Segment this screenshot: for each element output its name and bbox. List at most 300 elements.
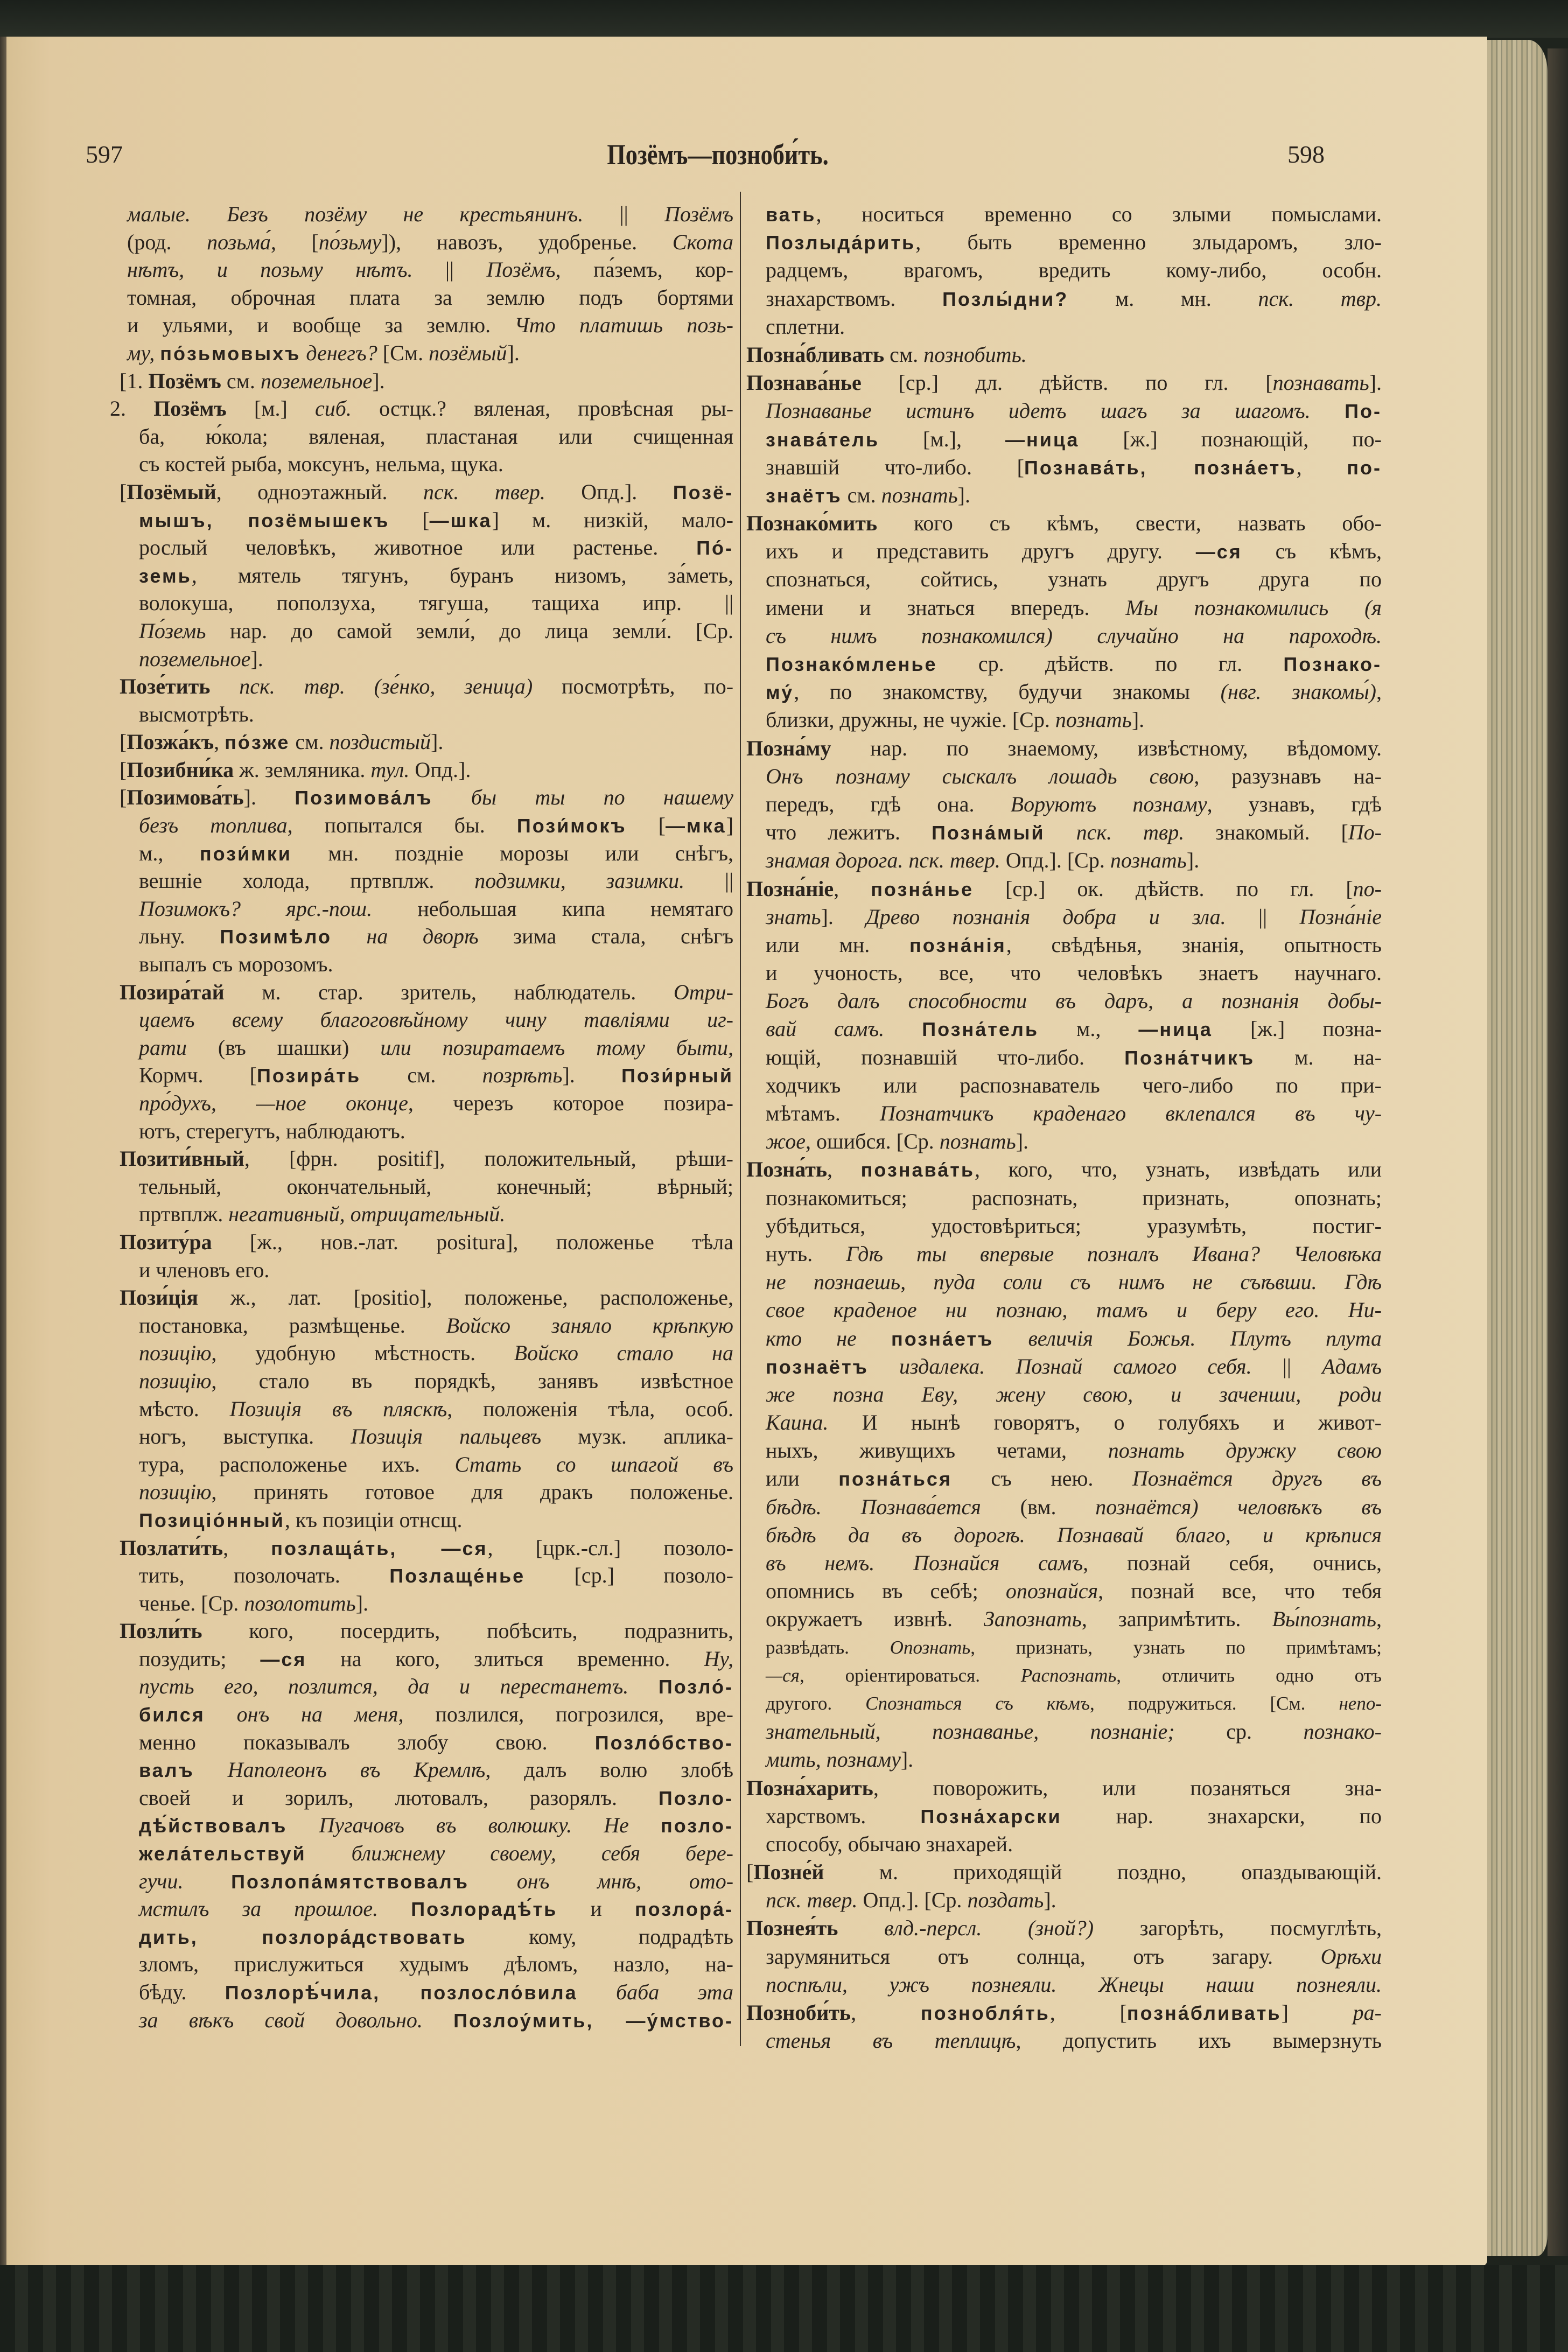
definition-text: , допустить ихъ вымерзнуть: [1016, 2028, 1382, 2053]
dictionary-line: [746, 228, 1382, 256]
italic-example: поземельное: [139, 646, 251, 671]
definition-text: имени и знаться впередъ.: [766, 595, 1126, 620]
italic-example: или позиратаемъ тому быти,: [380, 1035, 733, 1060]
dictionary-line: [746, 1044, 1382, 1072]
derived-headword: по́зже: [225, 731, 290, 754]
definition-text: , положенія тѣла, особ.: [447, 1396, 733, 1421]
italic-example: Отри-: [673, 979, 733, 1004]
definition-text: нар. до самой земли́, до лица земли́. [Ср.: [206, 618, 733, 643]
headword: Позёмъ: [148, 368, 221, 393]
definition-text: съ костей рыба, моксунъ, нельма, щука.: [139, 452, 503, 477]
definition-text: посмотрѣть, по-: [533, 674, 733, 699]
definition-text: волокуша, поползуха, тягуша, тащиха ипр. ||: [139, 591, 733, 615]
derived-headword: позлаща́ть, —ся: [271, 1537, 488, 1559]
definition-text: ||: [412, 257, 487, 282]
italic-example: Войско стало на: [514, 1341, 733, 1366]
dictionary-line: [746, 1886, 1382, 1914]
definition-text: убѣдиться, удостовѣриться; уразумѣть, постиг-: [766, 1213, 1382, 1238]
definition-text: [884, 1017, 922, 1041]
definition-text: ||: [1251, 1354, 1322, 1378]
definition-text: [ж., нов.-лат. positura], положенье тѣла: [212, 1229, 733, 1254]
dictionary-line: [746, 1072, 1382, 1100]
dictionary-line: [120, 783, 733, 811]
dictionary-line: [120, 1590, 733, 1618]
italic-example: познать: [1110, 848, 1187, 873]
derived-headword: позло-: [660, 1815, 733, 1837]
dictionary-line: [120, 506, 733, 534]
derived-headword: му́: [766, 681, 794, 704]
definition-text: знавшій что-либо. [: [766, 454, 1025, 479]
definition-text: , быть временно злыдаромъ, зло-: [915, 230, 1382, 255]
dictionary-line: [120, 1145, 733, 1173]
definition-text: другого.: [766, 1692, 866, 1714]
derived-headword: Пози́мокъ: [516, 815, 627, 837]
dictionary-line: [746, 1549, 1382, 1577]
dictionary-line: [746, 1802, 1382, 1830]
dictionary-line: [120, 867, 733, 895]
derived-headword: Позна́харски: [920, 1805, 1062, 1828]
definition-text: съ кѣмъ,: [1242, 539, 1382, 564]
dictionary-line: [746, 565, 1382, 593]
definition-text: близки, дружны, не чужіе. [Ср.: [766, 708, 1055, 732]
definition-text: съ нею.: [951, 1466, 1132, 1491]
derived-headword: земь: [139, 564, 192, 587]
definition-text: , [: [1049, 2000, 1127, 2025]
derived-headword: Познако-: [1283, 653, 1382, 675]
definition-text: ба, ю́кола; вяленая, пластаная или счищенная: [139, 424, 733, 449]
italic-example: на дворѣ: [366, 924, 479, 949]
definition-text: знахарствомъ.: [766, 286, 943, 311]
dictionary-line: [120, 673, 733, 701]
derived-headword: Позиціо́нный: [139, 1509, 285, 1531]
dictionary-line: [746, 762, 1382, 790]
definition-text: окружаетъ извнѣ.: [766, 1607, 984, 1632]
definition-text: радцемъ, врагомъ, вредить кому-либо, особн.: [766, 258, 1382, 283]
italic-example: позьма́: [207, 229, 271, 254]
definition-text: ,: [223, 1535, 271, 1560]
italic-example: стенья въ теплицѣ: [766, 2028, 1016, 2053]
italic-example: опознайся: [1005, 1579, 1098, 1604]
headword: Позити́вный: [120, 1146, 244, 1171]
derived-headword: —ся: [1195, 541, 1242, 563]
definition-text: ходчикъ или распознаватель чего-либо по при-: [766, 1073, 1382, 1097]
italic-example: онъ на меня: [236, 1702, 398, 1727]
dictionary-line: [110, 395, 733, 423]
italic-example: позолотить: [244, 1591, 356, 1615]
definition-text: Кормч. [: [139, 1063, 257, 1088]
definition-text: кому, подрадѣть: [466, 1924, 733, 1949]
dictionary-line: [746, 706, 1382, 734]
dictionary-line: [746, 1999, 1382, 2027]
dictionary-line: [120, 1506, 733, 1534]
dictionary-line: [120, 200, 733, 228]
derived-headword: —ся: [260, 1648, 307, 1670]
dictionary-line: [120, 1200, 733, 1228]
italic-example: рати: [139, 1035, 187, 1060]
italic-example: безъ топлива: [139, 813, 288, 838]
definition-text: , удобную мѣстность.: [211, 1341, 514, 1366]
dictionary-line: [120, 1089, 733, 1117]
definition-text: м. мн.: [1068, 286, 1258, 311]
dictionary-line: [120, 562, 733, 590]
definition-text: ||: [583, 202, 664, 226]
dictionary-line: [120, 2006, 733, 2034]
italic-example: поспѣли, ужъ познеяли. Жнецы наши познеяли.: [766, 1972, 1382, 1997]
definition-text: , отличить одно отъ: [1116, 1664, 1382, 1686]
dictionary-line: [746, 481, 1382, 509]
derived-headword: Позлопа́мятствовалъ: [231, 1870, 470, 1893]
definition-text: [332, 924, 367, 948]
dictionary-line: [746, 1521, 1382, 1549]
definition-text: , по знакомству, будучи знакомы: [794, 680, 1221, 704]
definition-text: И нынѣ говорятъ, о голубяхъ и живот-: [828, 1410, 1382, 1435]
definition-text: ].: [507, 340, 520, 365]
dictionary-line: [120, 1645, 733, 1673]
dictionary-line: [746, 622, 1382, 650]
italic-example: Познаётся другъ въ: [1132, 1466, 1382, 1491]
dictionary-line: [120, 645, 733, 673]
dictionary-line: [746, 1662, 1382, 1690]
derived-headword: Позло-: [658, 1787, 733, 1809]
italic-example: Позёмъ: [664, 202, 733, 226]
derived-headword: позлора́-: [634, 1898, 733, 1921]
definition-text: [: [389, 507, 430, 532]
dictionary-line: [120, 1034, 733, 1062]
dictionary-line: [746, 1100, 1382, 1128]
italic-example: про́духъ, —ное оконце: [139, 1091, 408, 1115]
italic-example: цаемъ всему благоговѣйному чину тавліями иг-: [139, 1007, 733, 1032]
dictionary-line: [746, 425, 1382, 453]
definition-text: ||: [684, 869, 733, 893]
definition-text: музк. аплика-: [541, 1424, 733, 1449]
definition-text: ющій, познавшій что-либо.: [766, 1045, 1125, 1069]
definition-text: [: [120, 479, 127, 504]
dictionary-line: [746, 1353, 1382, 1381]
dictionary-line: [746, 678, 1382, 706]
italic-example: познаётся) человѣкъ въ: [1095, 1494, 1382, 1519]
italic-example: жое: [766, 1129, 806, 1154]
dictionary-line: [746, 1325, 1382, 1353]
headword: Позне́й: [753, 1860, 824, 1885]
derived-headword: Познава́ть, позна́етъ: [1024, 456, 1297, 479]
definition-text: , подружиться. [См.: [1090, 1692, 1339, 1714]
italic-example: онъ мнѣ, ото-: [516, 1868, 733, 1893]
definition-text: ныхъ, живущихъ четами,: [766, 1438, 1108, 1463]
italic-example: бѣдѣ да въ дорогѣ. Познавай благо, и крѣпися: [766, 1522, 1382, 1547]
dictionary-line: [120, 1173, 733, 1201]
definition-text: , запримѣтить.: [1081, 1607, 1272, 1632]
definition-text: , познай все, что тебя: [1098, 1579, 1382, 1604]
italic-example: Орѣхи: [1320, 1944, 1382, 1969]
dictionary-line: [120, 701, 733, 729]
dictionary-line: [120, 534, 733, 562]
dictionary-line: [120, 367, 733, 395]
dictionary-line: [746, 200, 1382, 228]
definition-text: небольшая кипа немятаго: [372, 896, 733, 921]
dictionary-line: [746, 959, 1382, 987]
page-number-right: 598: [1287, 141, 1325, 168]
italic-example: подзимки, зазимки.: [474, 869, 685, 893]
definition-text: мн. поздніе морозы или снѣгъ,: [291, 841, 733, 865]
headword: Позира́тай: [120, 979, 225, 1004]
definition-text: зима стала, снѣгъ: [478, 924, 733, 949]
derived-headword: Позна́тчикъ: [1124, 1046, 1255, 1069]
dictionary-line: [120, 1284, 733, 1312]
definition-text: опомнись въ себѣ;: [766, 1579, 1006, 1604]
definition-text: ].: [1369, 370, 1382, 395]
definition-text: [423, 2008, 453, 2032]
italic-example: Древо познанія добра и зла.: [866, 904, 1226, 929]
definition-text: м.,: [139, 841, 200, 865]
italic-example: издалека. Познай самого себя.: [899, 1354, 1252, 1378]
background-bottom: [0, 2265, 1568, 2352]
definition-text: ихъ и представить другъ другу.: [766, 539, 1196, 564]
italic-example: По́земь: [139, 618, 206, 643]
headword: Позна́бливать: [746, 342, 885, 367]
dictionary-line: [746, 1465, 1382, 1493]
italic-example: негативный, отрицательный.: [228, 1202, 506, 1227]
definition-text: [ж.] познающій, по-: [1079, 426, 1382, 451]
dictionary-line: [120, 284, 733, 312]
definition-text: , позлился, погрозился, вре-: [398, 1702, 733, 1727]
definition-text: [: [746, 1860, 754, 1885]
dictionary-line: [746, 650, 1382, 678]
derived-headword: Позимѣло: [220, 926, 332, 948]
italic-example: нѣтъ, и позьму нѣтъ.: [127, 257, 413, 282]
definition-text: [м.],: [879, 426, 1005, 451]
definition-text: зломъ, прислужиться худымъ дѣломъ, назло, на-: [139, 1952, 733, 1977]
definition-text: ]: [1281, 2000, 1353, 2025]
dictionary-line: [746, 818, 1382, 846]
dictionary-line: [120, 811, 733, 839]
definition-text: на кого, злиться временно.: [306, 1646, 704, 1671]
definition-text: и ульями, и вообще за землю.: [127, 313, 515, 338]
derived-headword: дѣ́йствовалъ: [139, 1815, 288, 1837]
italic-example: Скота: [672, 229, 733, 254]
definition-text: рослый человѣкъ, животное или растенье.: [139, 535, 697, 560]
dictionary-line: [120, 450, 733, 478]
definition-text: высмотрѣть.: [139, 702, 254, 726]
dictionary-line: [746, 987, 1382, 1015]
italic-example: Гдѣ ты впервые позналъ Ивана? Человѣка: [846, 1241, 1382, 1266]
book-spine-edge: [0, 37, 6, 2266]
italic-example: по́зьму: [318, 229, 382, 254]
italic-example: позицію: [139, 1368, 212, 1393]
headword: Позна́му: [746, 736, 831, 760]
dictionary-line: [120, 1811, 733, 1839]
dictionary-line: [746, 341, 1382, 369]
dictionary-line: [746, 453, 1382, 481]
derived-headword: познава́ть: [860, 1159, 975, 1181]
italic-example: Познаванье истинъ идетъ шагъ за шагомъ.: [766, 398, 1311, 423]
definition-text: [См.: [377, 340, 429, 365]
definition-text: ногъ, выступка.: [139, 1424, 351, 1449]
definition-text: [: [120, 757, 127, 782]
derived-headword: позна́нье: [871, 878, 974, 900]
dictionary-line: [746, 1971, 1382, 1999]
definition-text: ].: [1131, 708, 1145, 732]
dictionary-line: [120, 1700, 733, 1728]
definition-text: ||: [1226, 904, 1300, 929]
definition-text: ср.: [1174, 1719, 1304, 1744]
dictionary-line: [120, 1672, 733, 1700]
definition-text: [210, 674, 239, 698]
dictionary-line: [746, 594, 1382, 622]
definition-text: см.: [361, 1063, 482, 1088]
definition-text: ,: [1376, 1607, 1382, 1632]
dictionary-line: [746, 1746, 1382, 1774]
definition-text: , свѣдѣнья, знанія, опытность: [1006, 932, 1382, 957]
definition-text: [: [120, 785, 127, 810]
definition-text: томная, оброчная плата за землю подъ бортями: [127, 285, 733, 310]
italic-example: Позиція пальцевъ: [351, 1424, 542, 1449]
italic-example: Богъ далъ способности въ даръ, а познанія добы-: [766, 989, 1382, 1013]
italic-example: влд.-персл. (зной?): [884, 1916, 1094, 1941]
definition-text: мѣсто.: [139, 1396, 230, 1421]
italic-example: Познатчикъ краденаго вклепался въ чу-: [880, 1101, 1382, 1125]
definition-text: ].: [562, 1063, 621, 1088]
dictionary-line: [120, 1839, 733, 1867]
headword: Пози́ція: [120, 1285, 199, 1310]
derived-headword: Позимова́лъ: [295, 787, 433, 809]
dictionary-line: [746, 1577, 1382, 1605]
dictionary-line: [746, 1212, 1382, 1240]
definition-text: , признать, узнать по примѣтамъ;: [970, 1636, 1382, 1658]
derived-headword: познаётъ: [766, 1355, 869, 1378]
definition-text: ]: [726, 813, 733, 838]
derived-headword: —ница: [1005, 428, 1080, 451]
italic-example: знать: [766, 904, 821, 929]
headword: Позе́тить: [120, 674, 211, 699]
italic-example: сиб.: [315, 396, 352, 421]
italic-example: позрѣть: [482, 1063, 563, 1088]
definition-text: нар. знахарски, по: [1061, 1803, 1382, 1828]
italic-example: познобить.: [923, 342, 1027, 367]
italic-example: Онъ познаму сыскалъ лошадь свою: [766, 764, 1194, 788]
dictionary-line: [746, 1858, 1382, 1886]
definition-text: тура, расположенье ихъ.: [139, 1452, 455, 1476]
definition-text: [869, 1354, 899, 1378]
dictionary-line: [120, 1423, 733, 1451]
definition-text: [205, 1702, 237, 1726]
headword: Позибни́ка: [127, 757, 234, 782]
definition-text: [838, 1916, 884, 1940]
definition-text: и членовъ его.: [139, 1257, 270, 1282]
derived-headword: По-: [1345, 400, 1382, 423]
definition-text: , мятель тягунъ, буранъ низомъ, за́меть,: [191, 563, 733, 587]
italic-example: позицію: [139, 1341, 212, 1366]
definition-text: , [црк.-сл.] позоло-: [487, 1535, 733, 1560]
definition-text: см.: [884, 342, 924, 367]
italic-example: познать дружку свою: [1108, 1438, 1382, 1463]
definition-text: ].: [1044, 1888, 1056, 1913]
italic-example: —ся: [766, 1664, 800, 1686]
derived-headword: познобля́ть: [920, 2002, 1050, 2024]
definition-text: [578, 1980, 616, 2004]
definition-text: познакомиться; распознать, признать, опознать;: [766, 1185, 1382, 1210]
definition-text: , попытался бы.: [287, 813, 517, 838]
italic-example: познать: [881, 482, 958, 507]
definition-text: ].: [1186, 848, 1200, 873]
definition-text: передъ, гдѣ она.: [766, 792, 1011, 816]
dictionary-line: [746, 790, 1382, 818]
definition-text: [ср.] ок. дѣйств. по гл. [: [974, 876, 1353, 901]
dictionary-line: [120, 617, 733, 645]
dictionary-line: [120, 339, 733, 367]
dictionary-line: [746, 1493, 1382, 1521]
dictionary-line: [746, 846, 1382, 874]
dictionary-line: [120, 728, 733, 756]
dictionary-line: [746, 256, 1382, 284]
italic-example: бѣдѣ. Познава́ется: [766, 1494, 981, 1519]
italic-example: Каина.: [766, 1410, 829, 1435]
dictionary-line: [120, 1923, 733, 1951]
definition-text: или мн.: [766, 932, 910, 957]
derived-headword: знаётъ: [766, 484, 842, 507]
definition-text: [469, 1869, 517, 1893]
italic-example: позицію: [139, 1480, 212, 1504]
definition-text: ,: [1376, 680, 1382, 704]
dictionary-line: [746, 1409, 1382, 1437]
italic-example: познать: [939, 1129, 1016, 1154]
dictionary-line: [120, 1339, 733, 1367]
definition-text: вешніе холода, пртвплж.: [139, 869, 475, 893]
definition-text: , носиться временно со злыми помыслами.: [816, 202, 1382, 226]
definition-text: [: [120, 730, 127, 754]
definition-text: , далъ волю злобѣ: [485, 1758, 733, 1782]
derived-headword: Позлоу́мить, —у́мство-: [453, 2009, 733, 2032]
headword: Позимова́ть: [127, 785, 244, 810]
derived-headword: Позлаще́нье: [389, 1565, 526, 1587]
definition-text: , кого, что, узнать, извѣдать или: [974, 1157, 1382, 1182]
italic-example: непо-: [1339, 1692, 1382, 1714]
definition-text: ср. дѣйств. по гл.: [937, 652, 1284, 676]
page-number-left: 597: [86, 141, 123, 168]
dictionary-line: [746, 1184, 1382, 1212]
column-right: [746, 200, 1382, 2055]
headword: Позли́ть: [120, 1619, 202, 1643]
dictionary-line: [120, 1312, 733, 1340]
running-title: Позёмъ—позноби́ть.: [607, 138, 829, 171]
derived-headword: Пози́рный: [621, 1065, 733, 1087]
definition-text: , разузнавъ на-: [1194, 764, 1382, 788]
italic-example: Войско заняло крѣпкую: [446, 1313, 733, 1338]
italic-example: пск. твер.: [766, 1888, 858, 1913]
headword: Позжа́къ: [127, 730, 214, 754]
italic-example: поземельное: [260, 368, 373, 393]
definition-text: м. стар. зритель, наблюдатель.: [224, 979, 674, 1004]
dictionary-line: [746, 1690, 1382, 1718]
derived-headword: пози́мки: [199, 842, 292, 865]
derived-headword: Позлы́дни?: [942, 288, 1069, 310]
definition-text: ,: [834, 876, 871, 901]
derived-headword: Позё-: [673, 481, 733, 503]
italic-example: ближнему своему, себя бере-: [351, 1841, 733, 1866]
derived-headword: Позна́мый: [932, 822, 1045, 844]
italic-example: Наполеонъ въ Кремлѣ: [227, 1758, 486, 1782]
derived-headword: вать: [766, 204, 816, 226]
dictionary-line: [746, 369, 1382, 397]
derived-headword: Позло́-: [658, 1676, 733, 1698]
derived-headword: Позлорѣ́чила, позлосло́вила: [225, 1982, 578, 2004]
page-stack-edge: [1487, 40, 1548, 2256]
definition-text: , стало въ порядкѣ, занявъ извѣстное: [211, 1368, 733, 1393]
dictionary-line: [746, 1128, 1382, 1156]
italic-example: по-: [1353, 876, 1382, 901]
italic-example: Мы познакомились (я: [1125, 595, 1382, 620]
italic-example: Что платишь позь-: [514, 313, 733, 338]
derived-headword: Позлыда́рить: [766, 232, 916, 254]
